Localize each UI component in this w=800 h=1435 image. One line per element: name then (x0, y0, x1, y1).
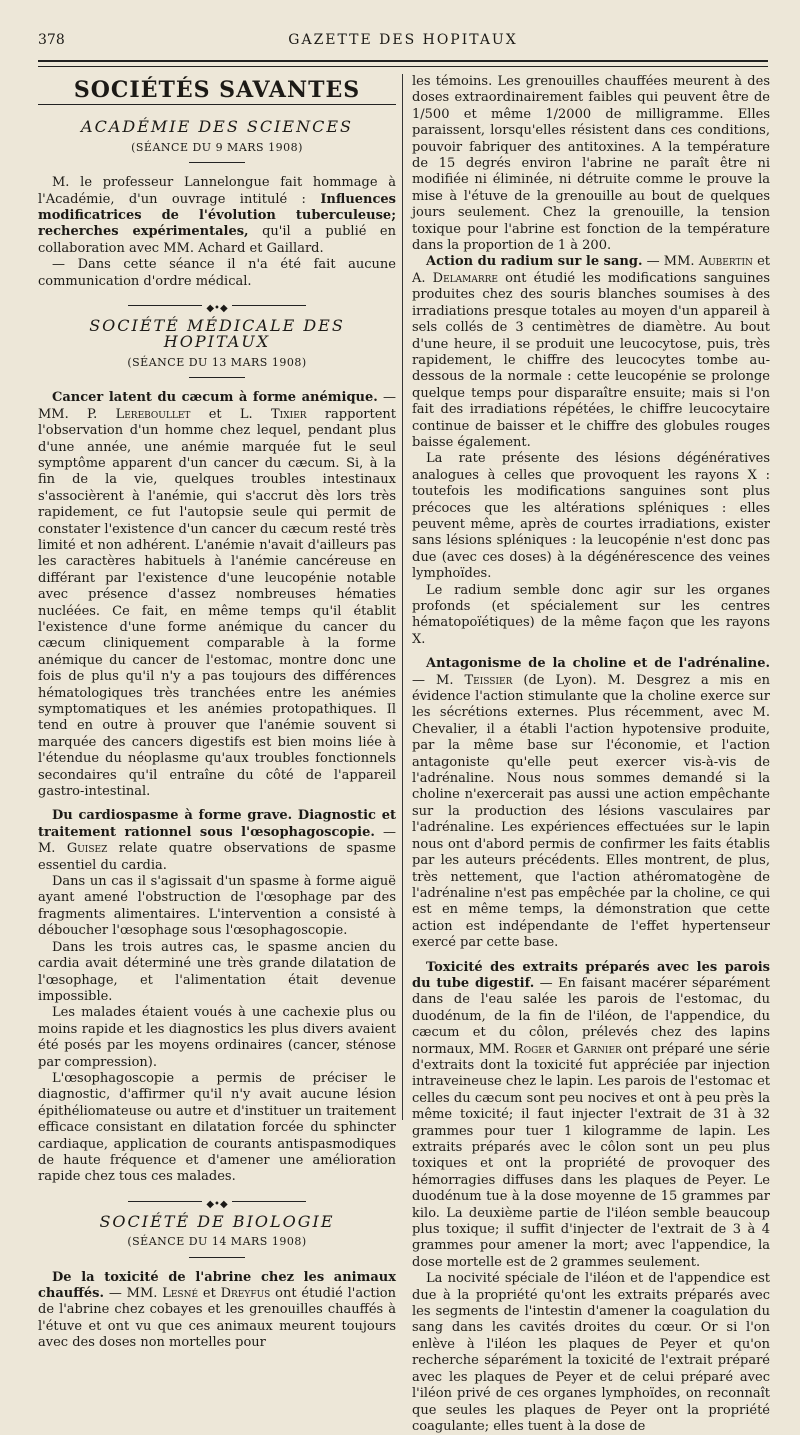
running-head (38, 30, 768, 54)
column-divider (402, 74, 403, 1120)
article-text: (de Lyon). M. Desgrez a mis en évidence l'action stimulante que la choline exerce sur les sécrétions externes. Plus récemment, avec M. Chevalier, il a établi l'action hypotensive produite, par la même base sur l'économie, et l'action antagoniste qu'elle peut exercer vis-à-vis de l'adrénaline. Nous nous sommes demandé si la choline n'exercerait pas aussi une action empêchante sur la production des lésions vasculaires par l'adrénaline. Les expériences effectuées sur le lapin nous ont d'abord permis de confirmer les faits établis par les auteurs précédents. Elles montrent, de plus, très nettement, que l'action athéromatogène de l'adrénaline n'est pas empêchée par la choline, ce qui est en même temps, la démonstration que cette action est indépendante de l'effet hypertenseur exercé par cette base. (412, 672, 770, 951)
article-title: Action du radium sur le sang. (426, 254, 643, 270)
article-paragraph (38, 808, 396, 874)
author-name: Aubertin (698, 254, 753, 270)
journal-title: GAZETTE DES HOPITAUX (288, 32, 518, 48)
work-title: Influences modificatrices de l'évolution tuberculeuse; recherches expérimentales, (38, 191, 396, 240)
article-title: Toxicité des extraits préparés avec les parois du tube digestif. (412, 959, 770, 991)
author-name: Delamarre (432, 270, 498, 286)
article-text: — M. (412, 672, 465, 688)
article-paragraph (38, 1270, 396, 1352)
article-text: et (198, 1286, 221, 1301)
article-text: relate quatre observations de spasme essentiel du cardia. (38, 841, 396, 873)
author-name: Garnier (573, 1041, 622, 1057)
article-text: — MM. P. (38, 390, 396, 422)
article-paragraph: Le radium semble donc agir sur les organes profonds (et spécialement sur les centres hématopoïétiques) de la même façon que les rayons X. (412, 582, 770, 647)
article-paragraph (38, 390, 396, 800)
article-paragraph: La nocivité spéciale de l'iléon et de l'appendice est due à la propriété qu'ont les extraits préparés avec les segments de l'intestin d'amener la coagulation du sang dans les cavités droites du cœur. Or si l'on enlève à l'iléon les plaques de Peyer et qu'on recherche séparément la toxicité de l'extrait préparé avec les plaques de Peyer et de celui préparé avec l'iléon privé de ces organes lymphoïdes, on reconnaît que seules les plaques de Peyer ont la propriété coagulante; elles tuent à la dose de (412, 1271, 770, 1434)
article-paragraph (412, 656, 770, 951)
header-double-rule (38, 60, 768, 67)
author-name: Roger (513, 1041, 552, 1057)
article-text: — En faisant macérer séparément dans de l'eau salée les parois de l'estomac, du duodénum, de la fin de l'iléon, de l'appendice, du cæcum et du côlon, prélevés chez des lapins normaux, MM. (412, 975, 771, 1057)
ornament-glyph: ◆•◆ (202, 303, 231, 314)
article-text: ont étudié les modifications sanguines produites chez des souris blanches soumises à des irradiations presque totales au moyen d'un appareil à sels collés de 3 centimètres de diamètre. Au bout d'une heure, il se produit une leucocytose, puis, très rapidement, le chiffre des leucocytes tombe au-dessous de la normale : cette leucopénie se prolonge quelque temps pour disparaître ensuite; mais si l'on fait des irradiations répétées, le chiffre leucocytaire continue de baisser et le chiffre des globules rouges baisse également. (412, 270, 770, 450)
section-title: SOCIÉTÉS SAVANTES (73, 77, 361, 103)
society-heading-academie: ACADÉMIE DES SCIENCES (81, 117, 353, 137)
author-name: Lesné (162, 1286, 199, 1301)
ornament-glyph: ◆•◆ (202, 1199, 231, 1210)
article-text: M. le professeur Lannelongue fait hommage à l'Académie, d'un ouvrage intitulé : (38, 175, 396, 207)
article-title: Du cardiospasme à forme grave. Diagnostic et traitement rationnel sous l'œsophagoscopie. (38, 808, 396, 840)
article-text: ont étudié l'action de l'abrine chez cobayes et les grenouilles chauffés à l'étuve et ont vu que ces animaux meurent toujours avec des doses non mortelles pour (38, 1286, 396, 1351)
article-title: Cancer latent du cæcum à forme anémique. (52, 390, 378, 406)
article-paragraph: Dans les trois autres cas, le spasme ancien du cardia avait déterminé une très grande dilatation de l'œsophage, et l'alimentation était devenue impossible. (38, 939, 396, 1004)
short-rule (189, 162, 245, 163)
short-rule (189, 1257, 245, 1258)
section-rule (38, 104, 396, 105)
article-paragraph (412, 960, 770, 1272)
author-name: Dreyfus (220, 1286, 271, 1301)
author-name: Guisez (66, 841, 108, 857)
page-number: 378 (38, 32, 65, 48)
left-column (38, 74, 396, 1352)
article-text: rapportent l'observation d'un homme chez lequel, pendant plus d'une année, une anémie marquée fut le seul symptôme apparent d'un cancer du cæcum. Si, à la fin de la vie, quelques troubles intestinaux s'associèrent à l'anémie, qui s'accrut dès lors très rapidement, ce fut l'autopsie seule qui permit de constater l'existence d'un cancer du cæcum resté très limité et non adhérent. L'anémie n'avait d'ailleurs pas les caractères habituels à l'anémie cancéreuse en différant par l'existence d'une leucopénie notable avec présence d'assez nombreuses hématies nucléées. Ce fait, en même temps qu'il établit l'existence d'une forme anémique du cancer du cæcum cliniquement comparable à la forme anémique du cancer de l'estomac, montre donc une fois de plus qu'il n'y a pas toujours des différences hématologiques très tranchées entre les anémies symptomatiques et les anémies protopathiques. Il tend en outre à prouver que l'anémie souvent si marquée des cancers digestifs est bien moins liée à l'étendue du néoplasme qu'aux troubles fonctionnels secondaires qu'il entraîne du côté de l'appareil gastro-intestinal. (38, 406, 397, 800)
article-text: — M. (38, 824, 396, 857)
session-date-academie: (SÉANCE DU 9 MARS 1908) (131, 140, 303, 154)
article-text: — MM. (104, 1286, 163, 1301)
article-paragraph: — Dans cette séance il n'a été fait aucune communication d'ordre médical. (38, 257, 396, 289)
society-heading-biologie: SOCIÉTÉ DE BIOLOGIE (99, 1211, 335, 1231)
article-title: De la toxicité de l'abrine chez les animaux chauffés. (38, 1269, 396, 1301)
article-paragraph (38, 175, 396, 257)
article-paragraph: les témoins. Les grenouilles chauffées meurent à des doses extraordinairement faibles qui peuvent être de 1/500 et même 1/2000 de milligramme. Elles paraissent, lorsqu'elles résistent dans ces conditions, pouvoir fabriquer des antitoxines. A la température de 15 degrés environ l'abrine ne paraît être ni modifiée ni éliminée, ni détruite comme le prouve la mise à l'étuve de la grenouille au bout de quelques jours seulement. Chez la grenouille, la tension toxique pour l'abrine est fonction de la température dans la proportion de 1 à 200. (412, 74, 770, 254)
article-title: Antagonisme de la choline et de l'adrénaline. (426, 656, 770, 672)
author-name: Tixier (271, 406, 307, 422)
short-rule (189, 377, 245, 378)
session-date-smh: (SÉANCE DU 13 MARS 1908) (127, 355, 307, 369)
session-date-biologie: (SÉANCE DU 14 MARS 1908) (127, 1235, 307, 1249)
article-paragraph: L'œsophagoscopie a permis de préciser le diagnostic, d'affirmer qu'il n'y avait aucune lésion épithéliomateuse ou autre et d'instituer un traitement efficace consistant en dilatation forcée du sphincter cardiaque, application de courants antispasmodiques de haute fréquence et d'amener une amélioration rapide chez tous ces malades. (38, 1070, 396, 1185)
author-name: Lereboullet (115, 406, 191, 422)
ornament-divider (38, 1196, 396, 1210)
society-heading-smh: SOCIÉTÉ MÉDICALE DES HOPITAUX (89, 316, 345, 352)
article-text: et (551, 1041, 574, 1057)
article-text: et A. (412, 254, 770, 286)
article-paragraph: Dans un cas il s'agissait d'un spasme à forme aiguë ayant amené l'obstruction de l'œsophage par des fragments alimentaires. L'intervention a consisté à déboucher l'œsophage sous l'œsophagoscopie. (38, 874, 396, 939)
author-name: Teissier (464, 672, 513, 688)
right-column (412, 74, 770, 1435)
article-paragraph: La rate présente des lésions dégénératives analogues à celles que provoquent les rayons X : toutefois les modifications sanguines sont plus précoces que les altérations spléniques : elles peuvent même, après de courtes irradiations, exister sans lésions spléniques : la leucopénie n'est donc pas due (avec ces doses) à la dégénérescence des veines lymphoïdes. (412, 451, 770, 582)
article-paragraph: Les malades étaient voués à une cachexie plus ou moins rapide et les diagnostics les plus divers avaient été posés par les moyens ordinaires (cancer, sténose par compression). (38, 1005, 396, 1070)
article-text: — MM. (642, 254, 699, 270)
article-text: ont préparé une série d'extraits dont la toxicité fut appréciée par injection intraveineuse chez le lapin. Les parois de l'estomac et celles du cæcum sont peu nocives et ont à peu près la même toxicité; il faut injecter l'extrait de 31 à 32 grammes pour tuer 1 kilogramme de lapin. Les extraits préparés avec le côlon sont un peu plus toxiques et ont la propriété de provoquer des hémorragies diffuses dans les plaques de Peyer. Le duodénum tue à la dose moyenne de 15 grammes par kilo. La deuxième partie de l'iléon semble beaucoup plus toxique; il suffit d'injecter de l'extrait de 3 à 4 grammes pour amener la mort; avec l'appendice, la dose mortelle est de 2 grammes seulement. (412, 1041, 770, 1270)
article-text: qu'il a publié en collaboration avec MM. Achard et Gaillard. (38, 224, 396, 256)
article-text: et L. (190, 406, 271, 422)
ornament-divider (38, 300, 396, 315)
article-paragraph (412, 254, 770, 451)
